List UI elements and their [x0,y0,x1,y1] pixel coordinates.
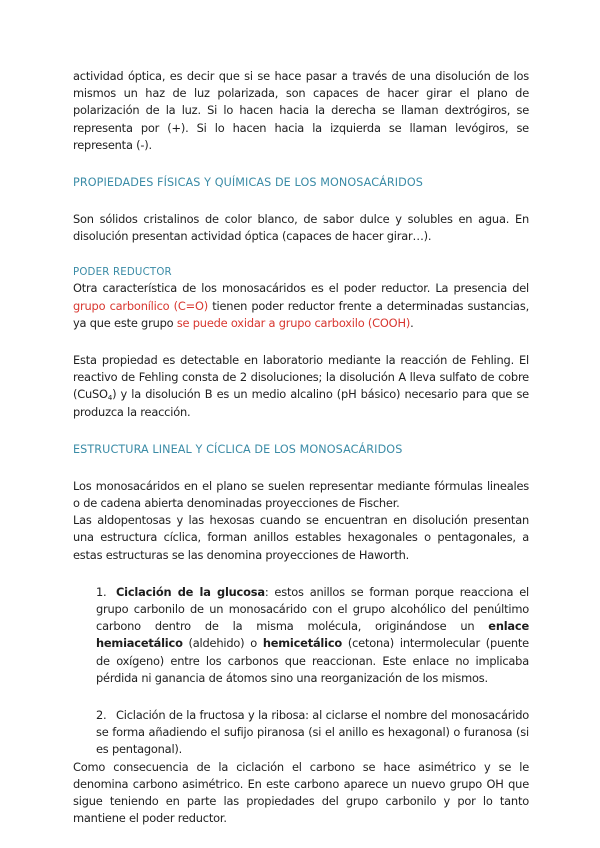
poder-reductor-paragraph-1: Otra característica de los monosacáridos es el poder reductor. La presencia del grupo carbonílico (C=O) tienen poder reductor frente a determinadas sustancias, ya que este grupo se puede oxidar a grupo carboxilo (COOH). [73,281,529,330]
list-number-1: 1. [96,584,107,599]
estructura-paragraph-1: Los monosacáridos en el plano se suelen representar mediante fórmulas lineales o de cadena abierta denominadas proyecciones de Fischer. [73,478,529,511]
highlight-grupo-carbonilico: grupo carbonílico (C=O) [73,298,209,313]
list-number-2: 2. [96,708,107,723]
subsection-title-poder-reductor: PODER REDUCTOR [73,267,172,279]
section-title-propiedades: PROPIEDADES FÍSICAS Y QUÍMICAS DE LOS MONOSACÁRIDOS [73,176,423,190]
propiedades-paragraph: Son sólidos cristalinos de color blanco, de sabor dulce y solubles en agua. En disolución presentan actividad óptica (capaces de hacer girar…). [73,212,529,244]
estructura-paragraph-2: Las aldopentosas y las hexosas cuando se encuentran en disolución presentan una estructura cíclica, forman anillos estables hexagonales o pentagonales, a estas estructuras se las denomina proyecciones de Haworth. [73,513,529,562]
document-page [73,68,529,828]
closing-paragraph: Como consecuencia de la ciclación el carbono se hace asimétrico y se le denomina carbono asimétrico. En este carbono aparece un nuevo grupo OH que sigue teniendo en parte las propiedades del grupo carbonilo y por lo tanto mantiene el poder reductor. [73,759,529,826]
subscript-4: 4 [107,394,113,403]
list-item-1: 1. Ciclación de la glucosa: estos anillos se forman porque reacciona el grupo carbonilo de un monosacárido con el grupo alcohólico del penúltimo carbono dentro de la misma molécula, originándose un enlace hemiacetálico (aldehido) o hemicetálico (cetona) intermolecular (puente de oxígeno) entre los carbonos que reaccionan. Este enlace no implicaba pérdida ni ganancia de átomos sino una reorganización de los mismos. [96,584,529,685]
list-item-2: 2. Ciclación de la fructosa y la ribosa: al ciclarse el nombre del monosacárido se forma añadiendo el sufijo piranosa (si el anillo es hexagonal) o furanosa (si es pentagonal). [96,708,529,757]
intro-paragraph: actividad óptica, es decir que si se hace pasar a través de una disolución de los mismos un haz de luz polarizada, son capaces de hacer girar el plano de polarización de la luz. Si lo hacen hacia la derecha se llaman dextrógiros, se representa por (+). Si lo hacen hacia la izquierda se llaman levógiros, se representa (-). [73,69,529,152]
section-title-estructura: ESTRUCTURA LINEAL Y CÍCLICA DE LOS MONOSACÁRIDOS [73,442,403,456]
highlight-oxidar-carboxilo: se puede oxidar a grupo carboxilo (COOH) [176,315,411,330]
poder-reductor-paragraph-2: Esta propiedad es detectable en laboratorio mediante la reacción de Fehling. El reactivo de Fehling consta de 2 disoluciones; la disolución A lleva sulfato de cobre (CuSO$_4$) y la disolución B es un medio alcalino (pH básico) necesario para que se produzca la reacción. [73,353,529,419]
